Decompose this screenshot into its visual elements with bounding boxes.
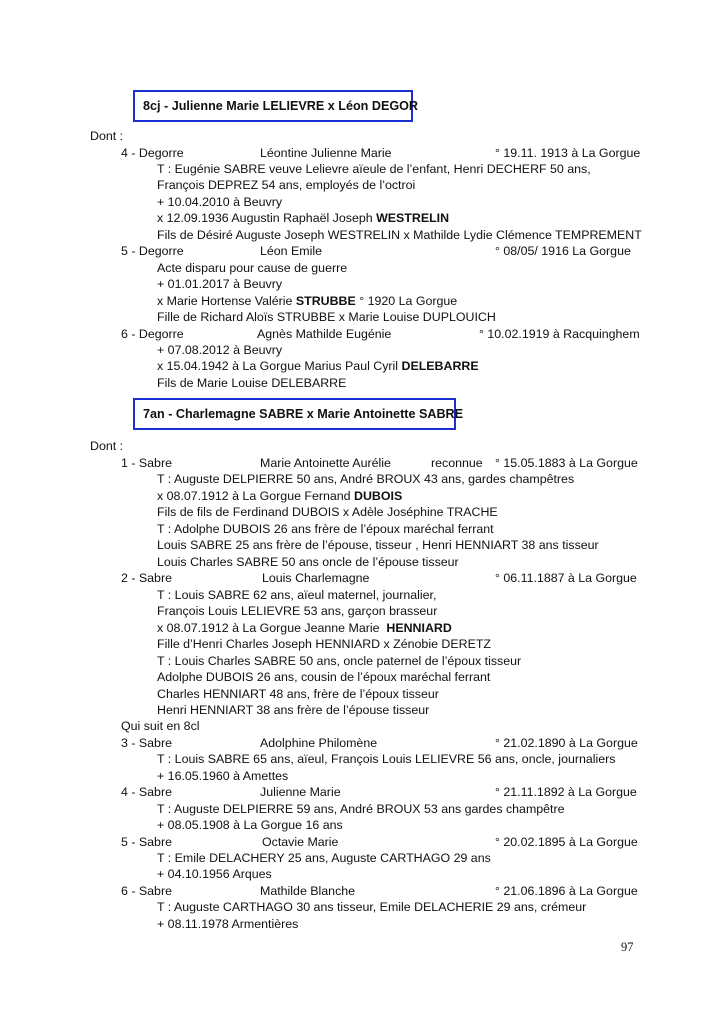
marriage-line <box>157 358 479 374</box>
child-row <box>0 735 724 751</box>
spouse-surname: DUBOIS <box>354 489 403 503</box>
detail-line: Fille d’Henri Charles Joseph HENNIARD x Zénobie DERETZ <box>157 637 491 651</box>
marriage-line <box>157 293 457 309</box>
detail-line: Fils de Désiré Auguste Joseph WESTRELIN x Mathilde Lydie Clémence TEMPREMENT <box>157 228 642 242</box>
page-number: 97 <box>621 940 634 954</box>
spouse-surname: DELEBARRE <box>401 359 479 373</box>
marriage-line <box>157 620 452 636</box>
detail-line: Fille de Richard Aloïs STRUBBE x Marie Louise DUPLOUICH <box>157 310 496 324</box>
detail-line: T : Adolphe DUBOIS 26 ans frère de l’époux maréchal ferrant <box>157 522 494 536</box>
marriage-line <box>157 488 402 504</box>
child-name: Léontine Julienne Marie <box>260 146 392 160</box>
child-number: 5 - Degorre <box>121 244 184 258</box>
detail-line: Fils de fils de Ferdinand DUBOIS x Adèle Joséphine TRACHE <box>157 505 498 519</box>
birth-date: ° 21.11.1892 à La Gorgue <box>495 785 637 799</box>
detail-line: + 08.11.1978 Armentières <box>157 917 299 931</box>
dont-label: Dont : <box>90 129 124 143</box>
recognition-note: reconnue <box>431 456 483 470</box>
detail-line: T : Eugénie SABRE veuve Lelievre aïeule de l’enfant, Henri DECHERF 50 ans, <box>157 162 591 176</box>
detail-line: François DEPREZ 54 ans, employés de l’octroi <box>157 178 416 192</box>
child-name: Octavie Marie <box>262 835 339 849</box>
child-row <box>0 883 724 899</box>
dont-label: Dont : <box>90 439 124 453</box>
child-number: 4 - Sabre <box>121 785 172 799</box>
child-name: Julienne Marie <box>260 785 341 799</box>
detail-line: T : Louis Charles SABRE 50 ans, oncle paternel de l’époux tisseur <box>157 654 522 668</box>
child-row <box>0 455 724 471</box>
child-number: 2 - Sabre <box>121 571 172 585</box>
marriage-text: x 12.09.1936 Augustin Raphaël Joseph <box>157 211 377 225</box>
detail-line: + 01.01.2017 à Beuvry <box>157 277 283 291</box>
detail-line: Adolphe DUBOIS 26 ans, cousin de l’époux maréchal ferrant <box>157 670 491 684</box>
detail-line: T : Louis SABRE 65 ans, aïeul, François Louis LELIEVRE 56 ans, oncle, journaliers <box>157 752 616 766</box>
continuation-note: Qui suit en 8cl <box>121 719 200 733</box>
birth-date: ° 15.05.1883 à La Gorgue <box>495 456 638 470</box>
child-row <box>0 834 724 850</box>
detail-line: + 08.05.1908 à La Gorgue 16 ans <box>157 818 343 832</box>
detail-line: T : Emile DELACHERY 25 ans, Auguste CARTHAGO 29 ans <box>157 851 491 865</box>
child-name: Agnès Mathilde Eugénie <box>257 327 392 341</box>
detail-line: T : Auguste CARTHAGO 30 ans tisseur, Emile DELACHERIE 29 ans, crémeur <box>157 900 587 914</box>
child-number: 6 - Degorre <box>121 327 184 341</box>
spouse-surname: HENNIARD <box>386 621 452 635</box>
detail-line: T : Louis SABRE 62 ans, aïeul maternel, journalier, <box>157 588 437 602</box>
child-number: 3 - Sabre <box>121 736 172 750</box>
marriage-text: x Marie Hortense Valérie <box>157 294 296 308</box>
marriage-text: x 15.04.1942 à La Gorgue Marius Paul Cyril <box>157 359 402 373</box>
child-row <box>0 326 724 342</box>
child-row <box>0 784 724 800</box>
detail-line: + 07.08.2012 à Beuvry <box>157 343 283 357</box>
spouse-surname: WESTRELIN <box>376 211 450 225</box>
detail-line: Acte disparu pour cause de guerre <box>157 261 348 275</box>
child-number: 5 - Sabre <box>121 835 172 849</box>
section-heading-7an: 7an - Charlemagne SABRE x Marie Antoinette SABRE <box>133 398 456 430</box>
birth-date: ° 21.02.1890 à La Gorgue <box>495 736 638 750</box>
marriage-text: x 08.07.1912 à La Gorgue Fernand <box>157 489 355 503</box>
birth-date: ° 06.11.1887 à La Gorgue <box>495 571 637 585</box>
child-number: 1 - Sabre <box>121 456 172 470</box>
child-number: 4 - Degorre <box>121 146 184 160</box>
birth-date: ° 21.06.1896 à La Gorgue <box>495 884 638 898</box>
detail-line: François Louis LELIEVRE 53 ans, garçon brasseur <box>157 604 438 618</box>
child-name: Louis Charlemagne <box>262 571 370 585</box>
marriage-text: x 08.07.1912 à La Gorgue Jeanne Marie <box>157 621 387 635</box>
detail-line: Henri HENNIART 38 ans frère de l’épouse tisseur <box>157 703 430 717</box>
child-row <box>0 243 724 259</box>
marriage-birth: ° 1920 La Gorgue <box>355 294 458 308</box>
child-name: Mathilde Blanche <box>260 884 356 898</box>
detail-line: + 16.05.1960 à Amettes <box>157 769 289 783</box>
detail-line: T : Auguste DELPIERRE 50 ans, André BROUX 43 ans, gardes champêtres <box>157 472 575 486</box>
child-row <box>0 145 724 161</box>
section-heading-8cj: 8cj - Julienne Marie LELIEVRE x Léon DEGOR <box>133 90 413 122</box>
child-row <box>0 570 724 586</box>
detail-line: T : Auguste DELPIERRE 59 ans, André BROUX 53 ans gardes champêtre <box>157 802 565 816</box>
child-number: 6 - Sabre <box>121 884 172 898</box>
detail-line: + 04.10.1956 Arques <box>157 867 272 881</box>
detail-line: Charles HENNIART 48 ans, frère de l’époux tisseur <box>157 687 439 701</box>
birth-date: ° 10.02.1919 à Racquinghem <box>479 327 640 341</box>
birth-date: ° 20.02.1895 à La Gorgue <box>495 835 638 849</box>
child-name: Marie Antoinette Aurélie <box>260 456 391 470</box>
marriage-line <box>157 210 449 226</box>
spouse-surname: STRUBBE <box>295 294 356 308</box>
birth-date: ° 08/05/ 1916 La Gorgue <box>495 244 631 258</box>
child-name: Léon Emile <box>260 244 322 258</box>
detail-line: Fils de Marie Louise DELEBARRE <box>157 376 347 390</box>
child-name: Adolphine Philomène <box>260 736 378 750</box>
detail-line: Louis Charles SABRE 50 ans oncle de l’épouse tisseur <box>157 555 459 569</box>
birth-date: ° 19.11. 1913 à La Gorgue <box>495 146 641 160</box>
detail-line: + 10.04.2010 à Beuvry <box>157 195 283 209</box>
detail-line: Louis SABRE 25 ans frère de l’épouse, tisseur , Henri HENNIART 38 ans tisseur <box>157 538 599 552</box>
